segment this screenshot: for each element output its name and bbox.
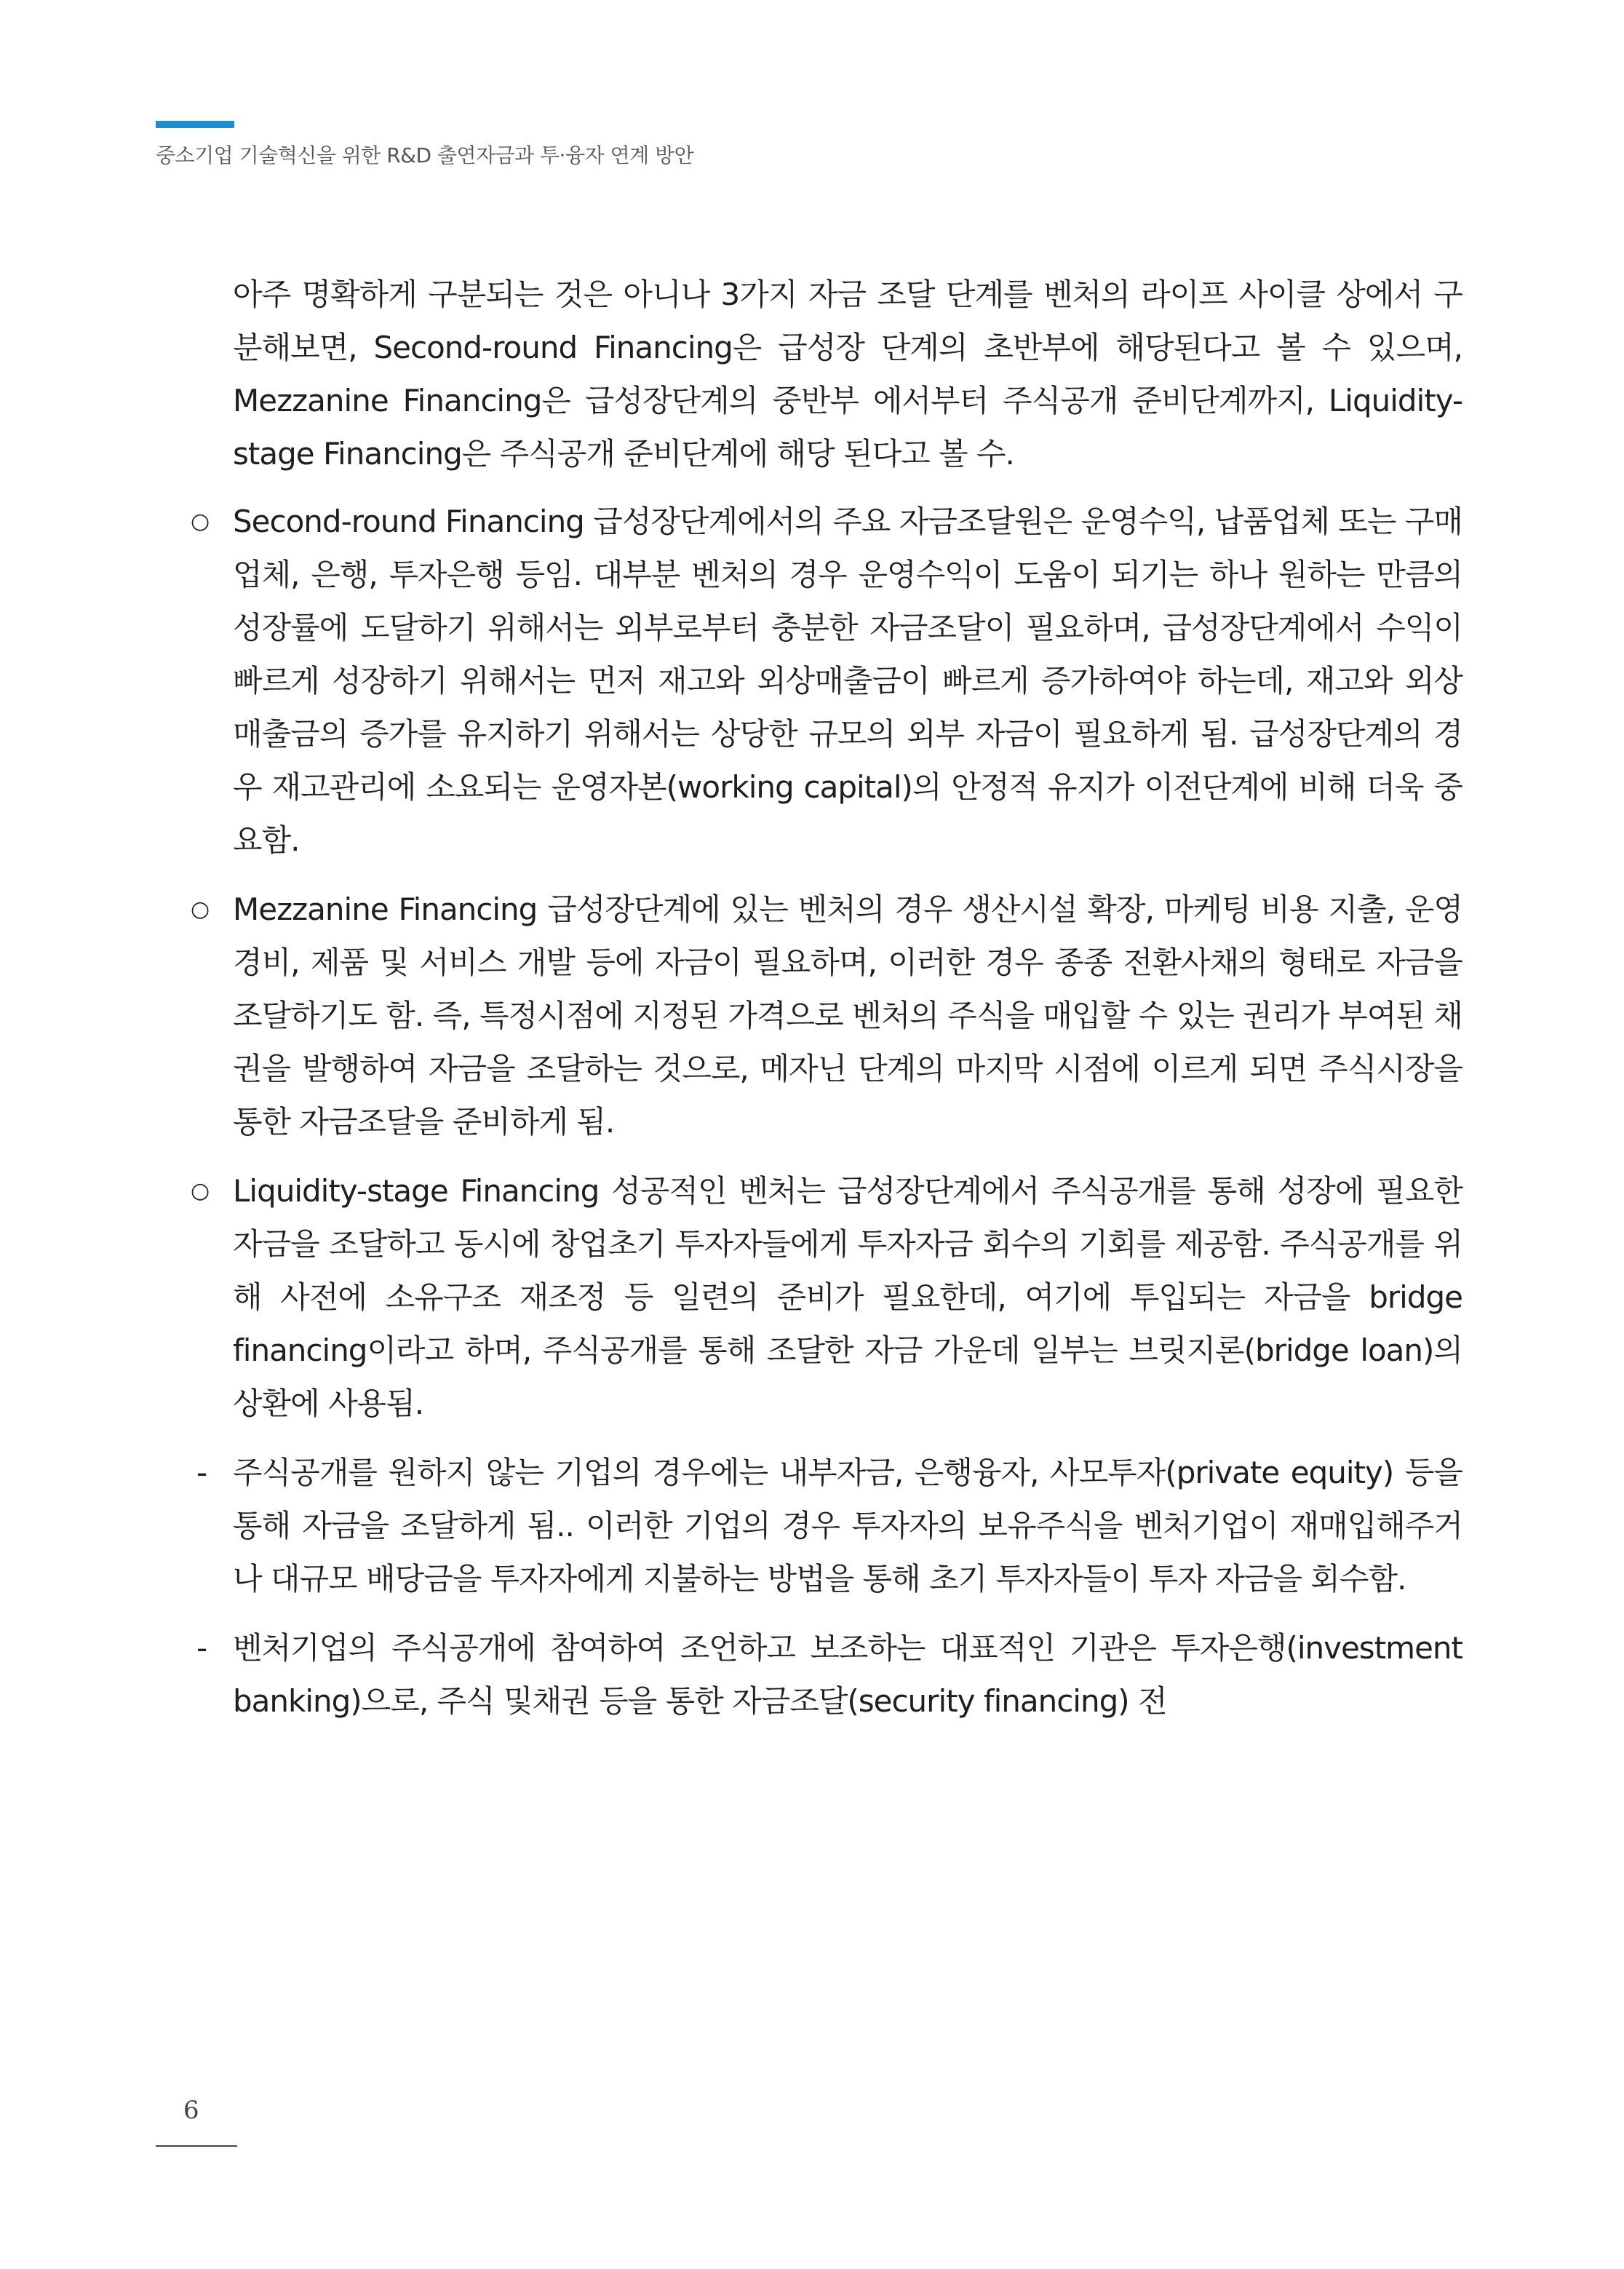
page-number: 6	[183, 2096, 199, 2125]
dash-item-investment-banking	[189, 1621, 1462, 1728]
bullet-text: Liquidity-stage Financing 성공적인 벤처는 급성장단계에서 주식공개를 통해 성장에 필요한 자금을 조달하고 동시에 창업초기 투자자들에게 투자자금 회수의 기회를 제공함. 주식공개를 위해 사전에 소유구조 재조정 등 일련의 준비가 필요한데, 여기에 투입되는 자금을 bridge financing이라고 하며, 주식공개를 통해 조달한 자금 가운데 일부는 브릿지론(bridge loan)의 상환에 사용됨.	[233, 1173, 1462, 1421]
header-accent-bar	[156, 121, 234, 128]
bullet-second-round	[189, 495, 1462, 867]
circle-bullet-icon: ○	[191, 1178, 210, 1204]
dash-item-private-equity	[189, 1446, 1462, 1605]
body-text	[189, 268, 1462, 1744]
circle-bullet-icon: ○	[191, 509, 210, 534]
bullet-text: Second-round Financing 급성장단계에서의 주요 자금조달원은 운영수익, 납품업체 또는 구매업체, 은행, 투자은행 등임. 대부분 벤처의 경우 운영수익이 도움이 되기는 하나 원하는 만큼의 성장률에 도달하기 위해서는 외부로부터 충분한 자금조달이 필요하며, 급성장단계에서 수익이 빠르게 성장하기 위해서는 먼저 재고와 외상매출금이 빠르게 증가하여야 하는데, 재고와 외상 매출금의 증가를 유지하기 위해서는 상당한 규모의 외부 자금이 필요하게 됨. 급성장단계의 경우 재고관리에 소요되는 운영자본(working capital)의 안정적 유지가 이전단계에 비해 더욱 중요함.	[233, 504, 1462, 858]
dash-bullet-icon: -	[196, 1455, 207, 1490]
circle-bullet-icon: ○	[191, 897, 210, 922]
bullet-mezzanine	[189, 883, 1462, 1148]
running-header-title: 중소기업 기술혁신을 위한 R&D 출연자금과 투·융자 연계 방안	[156, 143, 694, 167]
bullet-liquidity-stage	[189, 1164, 1462, 1430]
intro-paragraph: 아주 명확하게 구분되는 것은 아니나 3가지 자금 조달 단계를 벤처의 라이프 사이클 상에서 구분해보면, Second-round Financing은 급성장 단계의 초반부에 해당된다고 볼 수 있으며, Mezzanine Financing은 급성장단계의 중반부 에서부터 주식공개 준비단계까지, Liquidity-stage Financing은 주식공개 준비단계에 해당 된다고 볼 수.	[233, 277, 1462, 472]
dash-text: 벤처기업의 주식공개에 참여하여 조언하고 보조하는 대표적인 기관은 투자은행(investment banking)으로, 주식 및채권 등을 통한 자금조달(security financing) 전	[233, 1630, 1462, 1719]
bullet-text: Mezzanine Financing 급성장단계에 있는 벤처의 경우 생산시설 확장, 마케팅 비용 지출, 운영경비, 제품 및 서비스 개발 등에 자금이 필요하며, 이러한 경우 종종 전환사채의 형태로 자금을 조달하기도 함. 즉, 특정시점에 지정된 가격으로 벤처의 주식을 매입할 수 있는 권리가 부여된 채권을 발행하여 자금을 조달하는 것으로, 메자닌 단계의 마지막 시점에 이르게 되면 주식시장을 통한 자금조달을 준비하게 됨.	[233, 891, 1463, 1140]
dash-bullet-icon: -	[196, 1630, 207, 1666]
dash-text: 주식공개를 원하지 않는 기업의 경우에는 내부자금, 은행융자, 사모투자(private equity) 등을 통해 자금을 조달하게 됨.. 이러한 기업의 경우 투자자의 보유주식을 벤처기업이 재매입해주거나 대규모 배당금을 투자자에게 지불하는 방법을 통해 초기 투자자들이 투자 자금을 회수함.	[233, 1455, 1462, 1597]
footer-rule	[156, 2145, 237, 2147]
